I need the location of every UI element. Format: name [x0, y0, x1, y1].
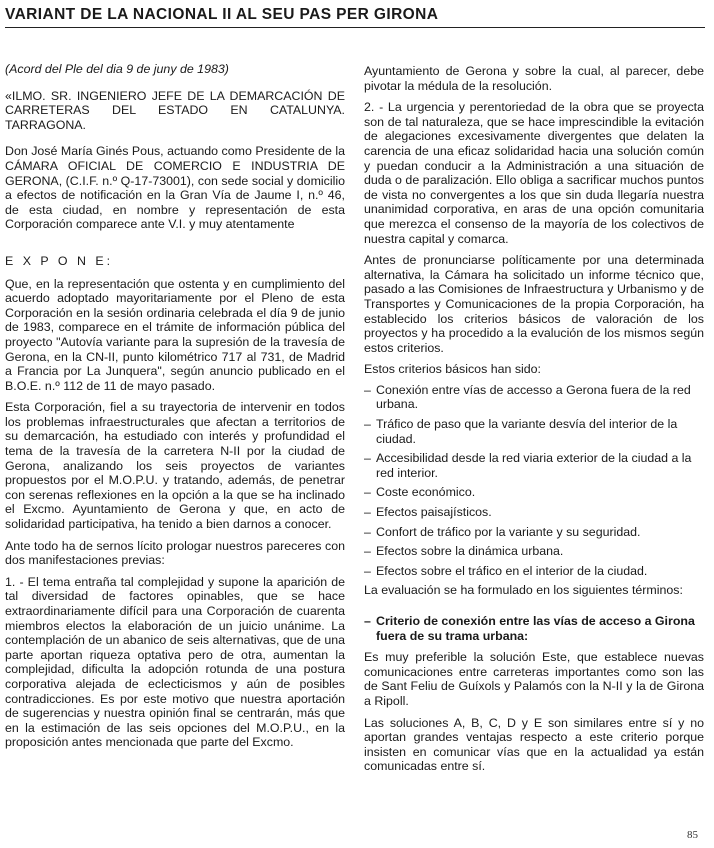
- page-number: 85: [687, 829, 698, 841]
- criteria-intro: Estos criterios básicos han sido:: [364, 362, 541, 377]
- paragraph-que: Que, en la representación que ostenta y en cumplimiento del acuerdo adoptado mayoritariamente por el Pleno de esta Corporación en la sesión ordinaria celebrada el día 9 de junio de 1983, comparece en el trámite de información pública del proyecto "Autovía variante para la supresión de la travesía de Gerona, en la CN-II, punto kilométrico 717 al 731, de Madrid a Francia por La Junquera", según anuncio publicado en el B.O.E. n.º 112 de 11 de mayo pasado.: [5, 276, 345, 393]
- paragraph-point-2: 2. - La urgencia y perentoriedad de la obra que se proyecta son de tal naturaleza, que se hace imprescindible la evitación de alegaciones excesivamente divergentes que delaten la carencia de una eficaz solidaridad hacia una solución común y puedan conducir a la Administración a una situación de duda o de paralización. Ello obliga a sacrificar muchos puntos de vista no convergentes a los que sin duda llegaría nuestra unanimidad corporativa, en aras de una opción comunitaria que merezca el consenso de la mayoría de los colectivos de nuestra capital y comarca.: [364, 100, 704, 246]
- right-column: [364, 64, 704, 781]
- list-item: – Tráfico de paso que la variante desvía del interior de la ciudad.: [364, 417, 704, 446]
- page-title: VARIANT DE LA NACIONAL II AL SEU PAS PER GIRONA: [5, 6, 705, 28]
- list-item: – Efectos paisajísticos.: [364, 505, 704, 520]
- paragraph-solutions-abcde: Las soluciones A, B, C, D y E son similares entre sí y no aportan grandes ventajas respecto a este criterio porque insisten en comunicar vías que en la actualidad ya están comunicadas entre sí.: [364, 715, 704, 774]
- list-item: – Confort de tráfico por la variante y su seguridad.: [364, 525, 704, 540]
- criterion-heading: – Criterio de conexión entre las vías de acceso a Girona fuera de su trama urbana:: [364, 614, 704, 643]
- paragraph-prologue: Ante todo ha de sernos lícito prologar nuestros pareceres con dos manifestaciones previas:: [5, 538, 345, 568]
- criteria-list: [364, 383, 704, 579]
- list-item: – Accesibilidad desde la red viaria exterior de la ciudad a la red interior.: [364, 451, 704, 480]
- list-item: – Coste económico.: [364, 485, 704, 500]
- addressee: «ILMO. SR. INGENIERO JEFE DE LA DEMARCACIÓN DE CARRETERAS DEL ESTADO EN CATALUNYA. TARRAGONA.: [5, 88, 345, 132]
- paragraph-corporation: Esta Corporación, fiel a su trayectoria de intervenir en todos los problemas infraestructurales que afectan a territorios de su demarcación, ha estudiado con interés y profundidad el tema de la travesía de la carretera N-II por la ciudad de Gerona, analizando los seis proyectos de variantes propuestos por el M.O.P.U. y tratando, además, de penetrar con serenas reflexiones en la opción a la que se ha inclinado el Excmo. Ayuntamiento de Gerona y que, en acto de solidaridad participativa, ha tenido a bien darnos a conocer.: [5, 400, 345, 532]
- list-item: – Efectos sobre el tráfico en el interior de la ciudad.: [364, 564, 704, 579]
- list-item: – Efectos sobre la dinámica urbana.: [364, 544, 704, 559]
- paragraph-solution-este: Es muy preferible la solución Este, que establece nuevas comunicaciones entre carreteras importantes como son las de Sant Feliu de Guíxols y Palamós con la N-II y la de Girona a Ripoll.: [364, 650, 704, 708]
- expone-heading: E X P O N E:: [5, 253, 114, 268]
- evaluation-intro: La evaluación se ha formulado en los siguientes términos:: [364, 583, 683, 598]
- paragraph-continuation: Ayuntamiento de Gerona y sobre la cual, al parecer, debe pivotar la médula de la resolución.: [364, 64, 704, 93]
- list-item: – Conexión entre vías de accesso a Gerona fuera de la red urbana.: [364, 383, 704, 412]
- paragraph-technical-report: Antes de pronunciarse políticamente por una determinada alternativa, la Cámara ha solicitado un informe técnico que, pasado a las Comisiones de Infraestructura y Urbanismo y de Transportes y Comunicaciones de la propia Corporación, ha establecido los criterios básicos de valoración de los proyectos y ha procedido a la evalución de los mismos según estos criterios.: [364, 253, 704, 355]
- paragraph-point-1: 1. - El tema entraña tal complejidad y supone la aparición de tal diversidad de factores opinables, que se hace extraordinariamente difícil para una Corporación de cuarenta miembros electos la elaboración de un juicio unánime. La contemplación de un abanico de seis alternativas, que de una parte aportan riqueza optativa pero de otra, aumentan la complejidad, dificulta la adopción rotunda de una postura corporativa alejada de eclecticismos y aún de posibles contradicciones. Es por este motivo que nuestra aportación de sugerencias y nuestra opinión final se centrarán, más que en la estimación de las seis opciones del M.O.P.U., en la proposición antes mencionada que parte del Excmo.: [5, 574, 345, 750]
- agreement-date: (Acord del Ple del dia 9 de juny de 1983): [5, 62, 229, 76]
- presenter-paragraph: Don José María Ginés Pous, actuando como Presidente de la CÁMARA OFICIAL DE COMERCIO E INDUSTRIA DE GERONA, (C.I.F. n.º Q-17-73001), con sede social y domicilio a efectos de notificación en la Gran Vía de Jaume I, n.º 46, de esta ciudad, en nombre y representación de esta Corporación comparece ante V.I. y muy atentamente: [5, 144, 345, 232]
- left-column: [5, 62, 345, 757]
